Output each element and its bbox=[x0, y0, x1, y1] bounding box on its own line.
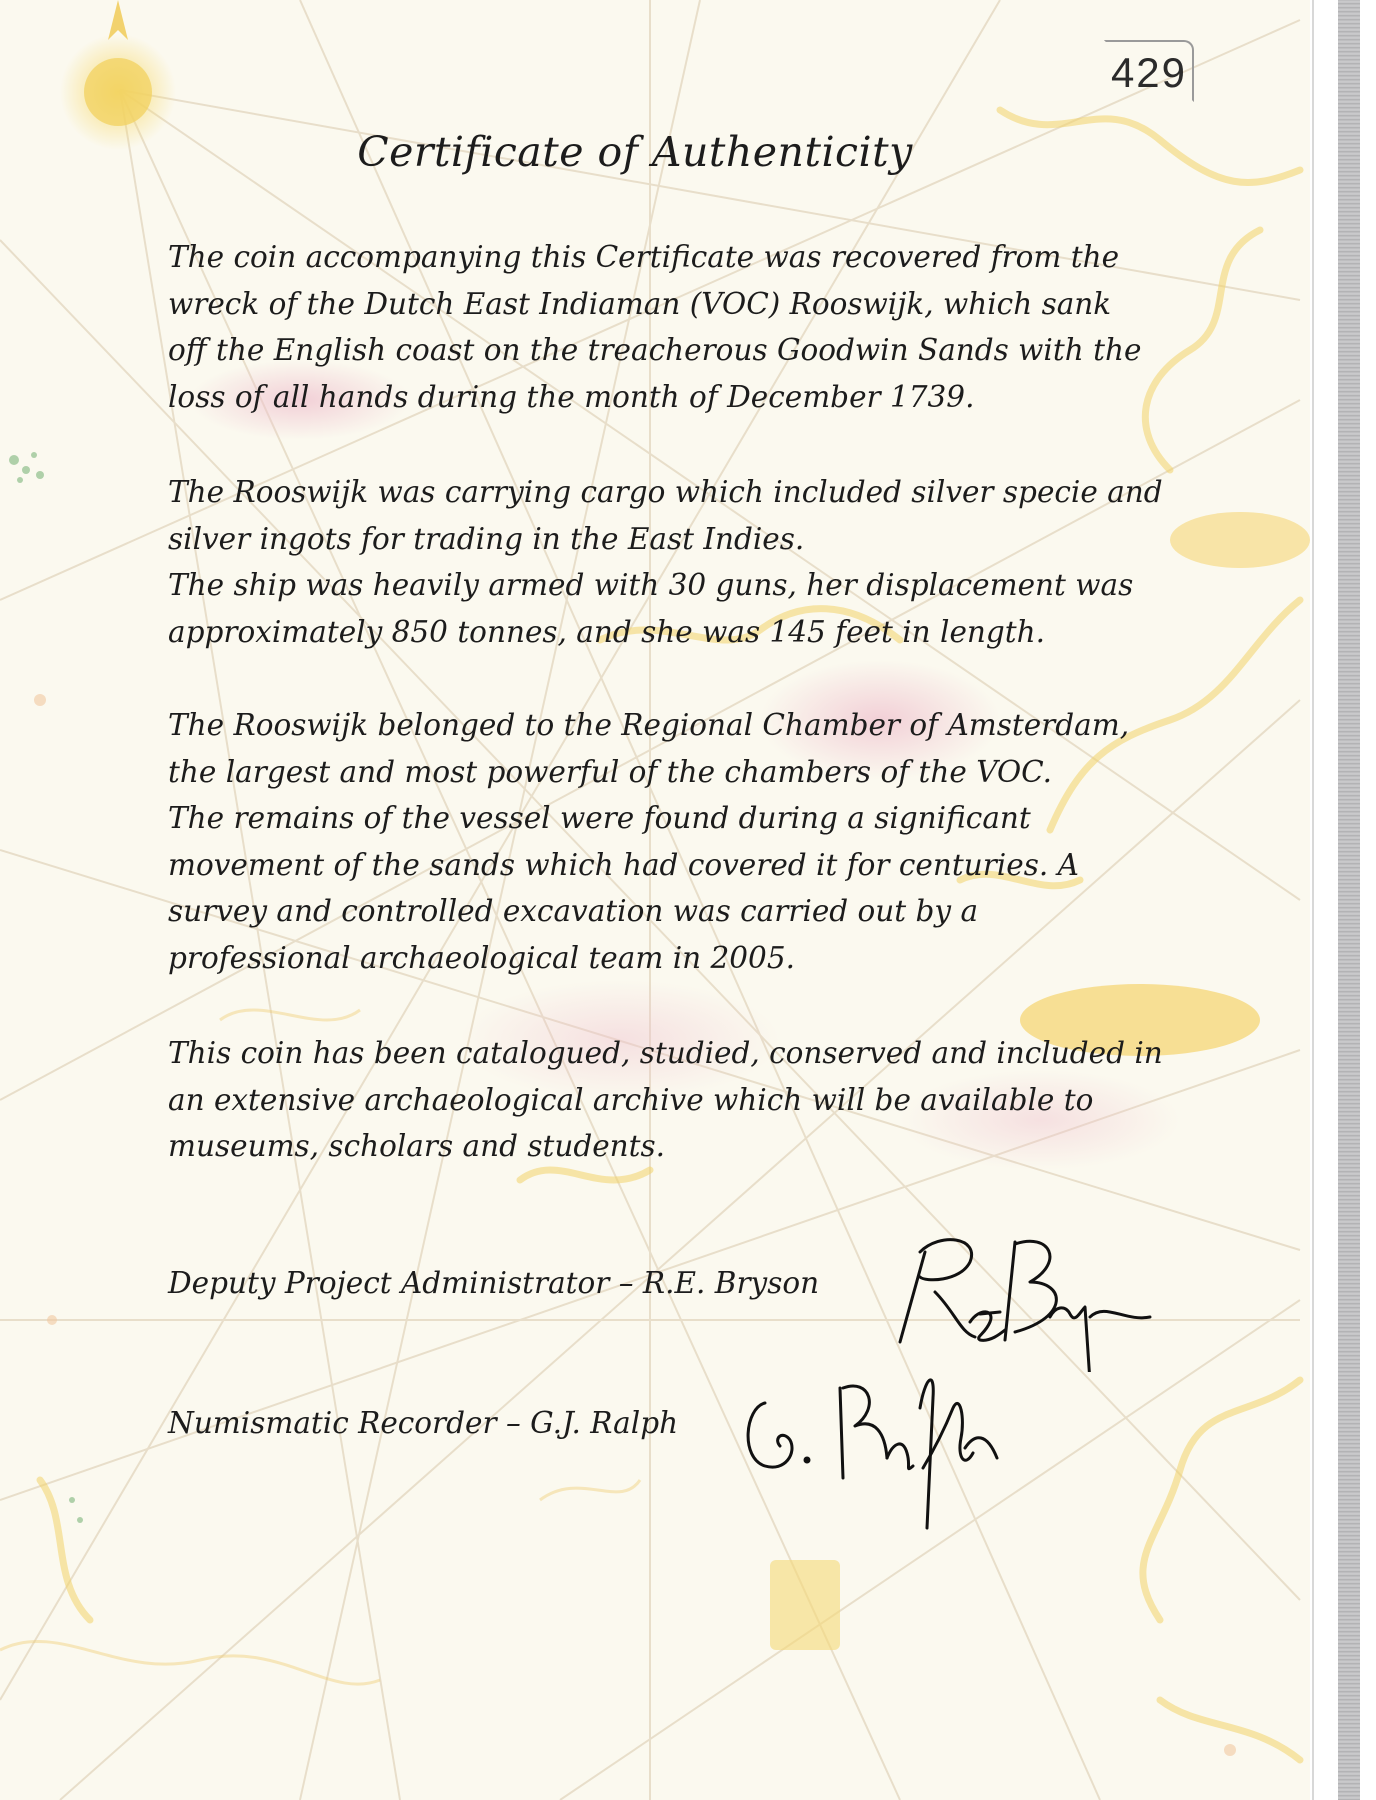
certificate-title: Certificate of Authenticity bbox=[357, 128, 913, 176]
paragraph-line: approximately 850 tonnes, and she was 145 feet in length. bbox=[168, 614, 1046, 649]
paragraph-cargo bbox=[168, 469, 1168, 655]
paragraph-line: movement of the sands which had covered it for centuries. A bbox=[168, 847, 1079, 882]
signatory-label-administrator: Deputy Project Administrator – R.E. Bryson bbox=[168, 1266, 820, 1300]
signature-ralph bbox=[735, 1348, 1005, 1538]
paragraph-archive bbox=[168, 1030, 1168, 1170]
paragraph-line: museums, scholars and students. bbox=[168, 1129, 666, 1163]
paragraph-line: the largest and most powerful of the chambers of the VOC. bbox=[168, 754, 1053, 789]
paragraph-chamber bbox=[168, 702, 1168, 981]
paragraph-line: survey and controlled excavation was carried out by a bbox=[168, 894, 979, 928]
paragraph-line: silver ingots for trading in the East Indies. bbox=[168, 521, 805, 556]
scanner-edge bbox=[1310, 0, 1376, 1800]
paragraph-line: professional archaeological team in 2005. bbox=[168, 940, 795, 975]
paragraph-line: The ship was heavily armed with 30 guns, her displacement was bbox=[168, 568, 1134, 602]
scan-edge-line bbox=[1312, 0, 1314, 1800]
paragraph-line: an extensive archaeological archive which will be available to bbox=[168, 1082, 1094, 1117]
paragraph-line: wreck of the Dutch East Indiaman (VOC) Rooswijk, which sank bbox=[168, 286, 1112, 321]
scan-edge-strip bbox=[1338, 0, 1360, 1800]
paragraph-line: This coin has been catalogued, studied, conserved and included in bbox=[168, 1036, 1163, 1070]
paragraph-line: The coin accompanying this Certificate was recovered from the bbox=[168, 240, 1120, 274]
paragraph-line: off the English coast on the treacherous Goodwin Sands with the bbox=[168, 333, 1142, 367]
paragraph-recovery bbox=[168, 234, 1168, 420]
page-number: 429 bbox=[1104, 40, 1194, 102]
signatory-label-recorder: Numismatic Recorder – G.J. Ralph bbox=[168, 1406, 679, 1440]
paragraph-line: loss of all hands during the month of December 1739. bbox=[168, 379, 975, 414]
paragraph-line: The Rooswijk was carrying cargo which included silver specie and bbox=[168, 475, 1163, 509]
paragraph-line: The remains of the vessel were found during a significant bbox=[168, 801, 1031, 835]
paragraph-line: The Rooswijk belonged to the Regional Chamber of Amsterdam, bbox=[168, 708, 1130, 742]
